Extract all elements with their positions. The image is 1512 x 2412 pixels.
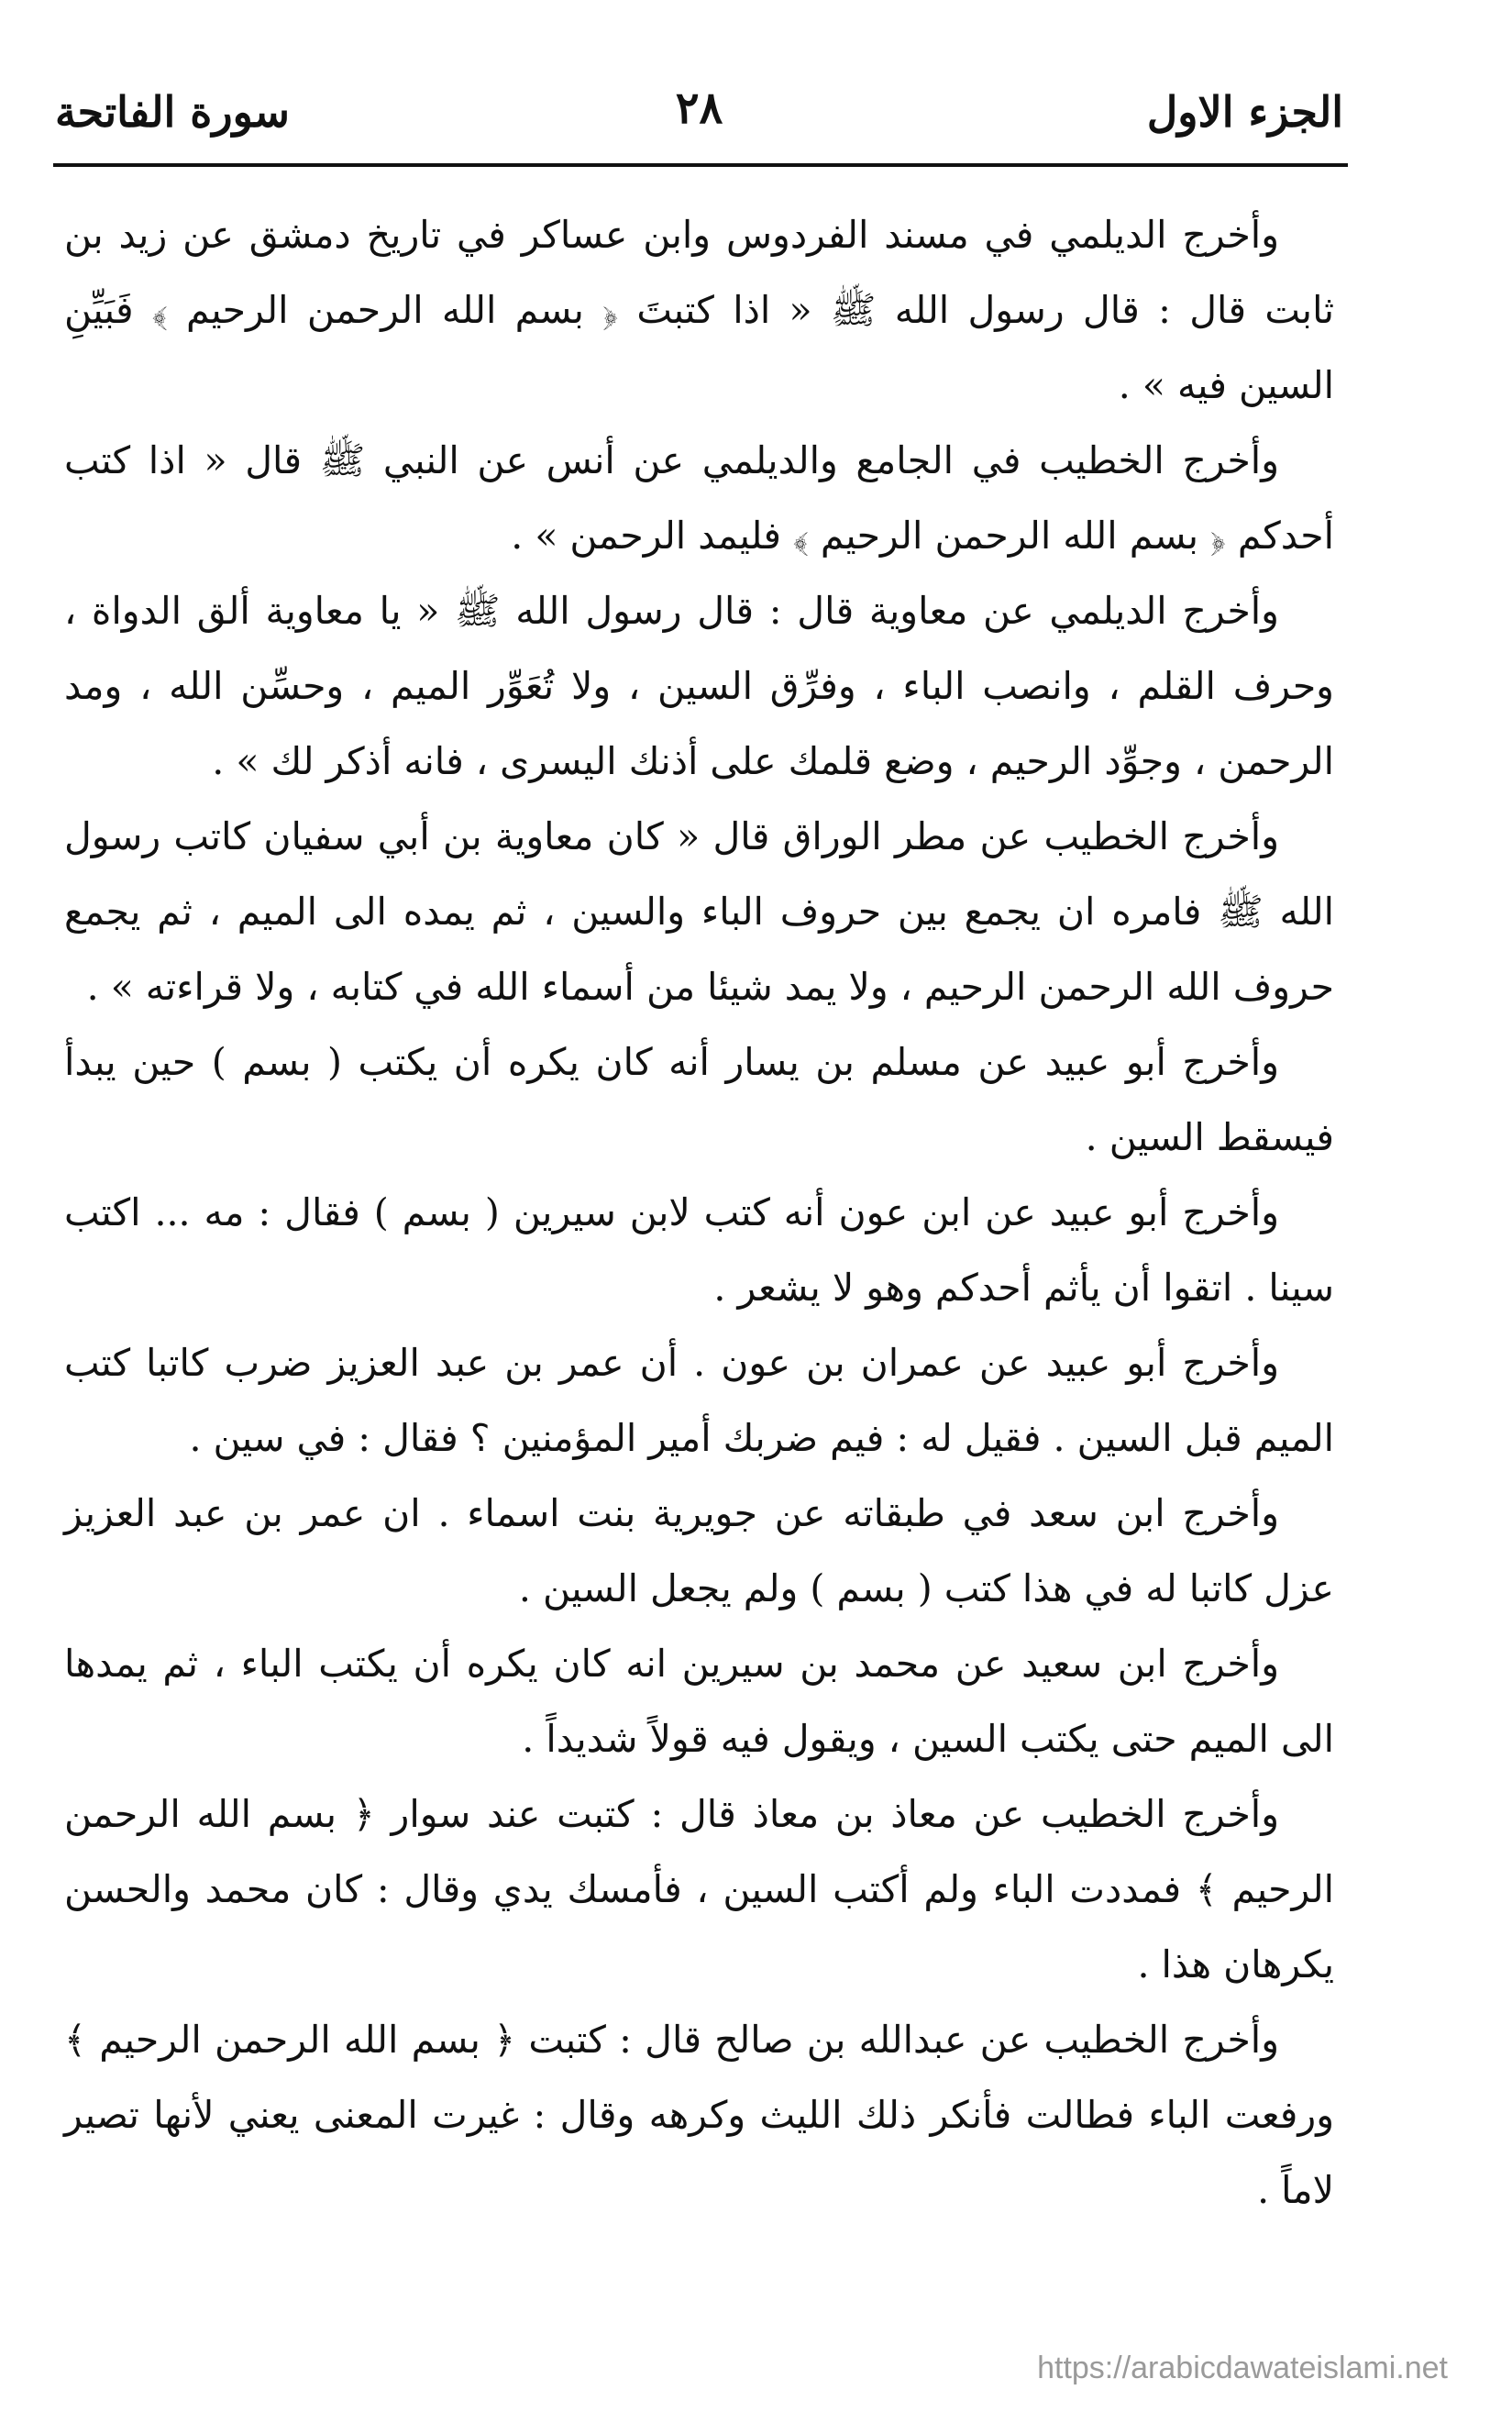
paragraph: وأخرج ابن سعد في طبقاته عن جويرية بنت اسماء . ان عمر بن عبد العزيز عزل كاتبا له في هذا كتب ( بسم ) ولم يجعل السين .	[64, 1491, 1334, 1610]
paragraph: وأخرج ابن سعيد عن محمد بن سيرين انه كان يكره أن يكتب الباء ، ثم يمدها الى الميم حتى يكتب السين ، ويقول فيه قولاً شديداً .	[64, 1642, 1334, 1761]
paragraph: وأخرج الخطيب عن معاذ بن معاذ قال : كتبت عند سوار ﴿ بسم الله الرحمن الرحيم ﴾ فمددت الباء ولم أكتب السين ، فأمسك يدي وقال : كان محمد والحسن يكرهان هذا .	[64, 1792, 1334, 1986]
watermark-url: https://arabicdawateislami.net	[1037, 2351, 1448, 2385]
paragraph: وأخرج الديلمي عن معاوية قال : قال رسول الله ﷺ « يا معاوية ألق الدواة ، وحرف القلم ، وانصب الباء ، وفرِّق السين ، ولا تُعَوِّر الميم ، وحسِّن الله ، ومد الرحمن ، وجوِّد الرحيم ، وضع قلمك على أذنك اليسرى ، فانه أذكر لك » .	[64, 589, 1334, 783]
page-number: ٢٨	[675, 83, 723, 134]
page-header	[55, 75, 1343, 149]
page-body	[64, 197, 1334, 2228]
paragraph: وأخرج أبو عبيد عن ابن عون أنه كتب لابن سيرين ( بسم ) فقال : مه ... اكتب سينا . اتقوا أن يأثم أحدكم وهو لا يشعر .	[64, 1190, 1334, 1310]
volume-title: الجزء الاول	[1146, 87, 1343, 137]
paragraph: وأخرج أبو عبيد عن مسلم بن يسار أنه كان يكره أن يكتب ( بسم ) حين يبدأ فيسقط السين .	[64, 1040, 1334, 1159]
paragraph: وأخرج أبو عبيد عن عمران بن عون . أن عمر بن عبد العزيز ضرب كاتبا كتب الميم قبل السين . فقيل له : فيم ضربك أمير المؤمنين ؟ فقال : في سين .	[64, 1341, 1334, 1460]
paragraph: وأخرج الخطيب عن عبدالله بن صالح قال : كتبت ﴿ بسم الله الرحمن الرحيم ﴾ ورفعت الباء فطالت فأنكر ذلك الليث وكرهه وقال : غيرت المعنى يعني لأنها تصير لاماً .	[64, 2018, 1334, 2212]
surah-title: سورة الفاتحة	[55, 87, 290, 137]
paragraph: وأخرج الخطيب عن مطر الوراق قال « كان معاوية بن أبي سفيان كاتب رسول الله ﷺ فامره ان يجمع بين حروف الباء والسين ، ثم يمده الى الميم ، ثم يجمع حروف الله الرحمن الرحيم ، ولا يمد شيئا من أسماء الله في كتابه ، ولا قراءته » .	[64, 814, 1334, 1009]
paragraph: وأخرج الخطيب في الجامع والديلمي عن أنس عن النبي ﷺ قال « اذا كتب أحدكم ﴿ بسم الله الرحمن الرحيم ﴾ فليمد الرحمن » .	[64, 438, 1334, 558]
paragraph: وأخرج الديلمي في مسند الفردوس وابن عساكر في تاريخ دمشق عن زيد بن ثابت قال : قال رسول الله ﷺ « اذا كتبتَ ﴿ بسم الله الرحمن الرحيم ﴾ فَبَيِّنِ السين فيه » .	[64, 213, 1334, 407]
header-divider	[53, 163, 1348, 167]
